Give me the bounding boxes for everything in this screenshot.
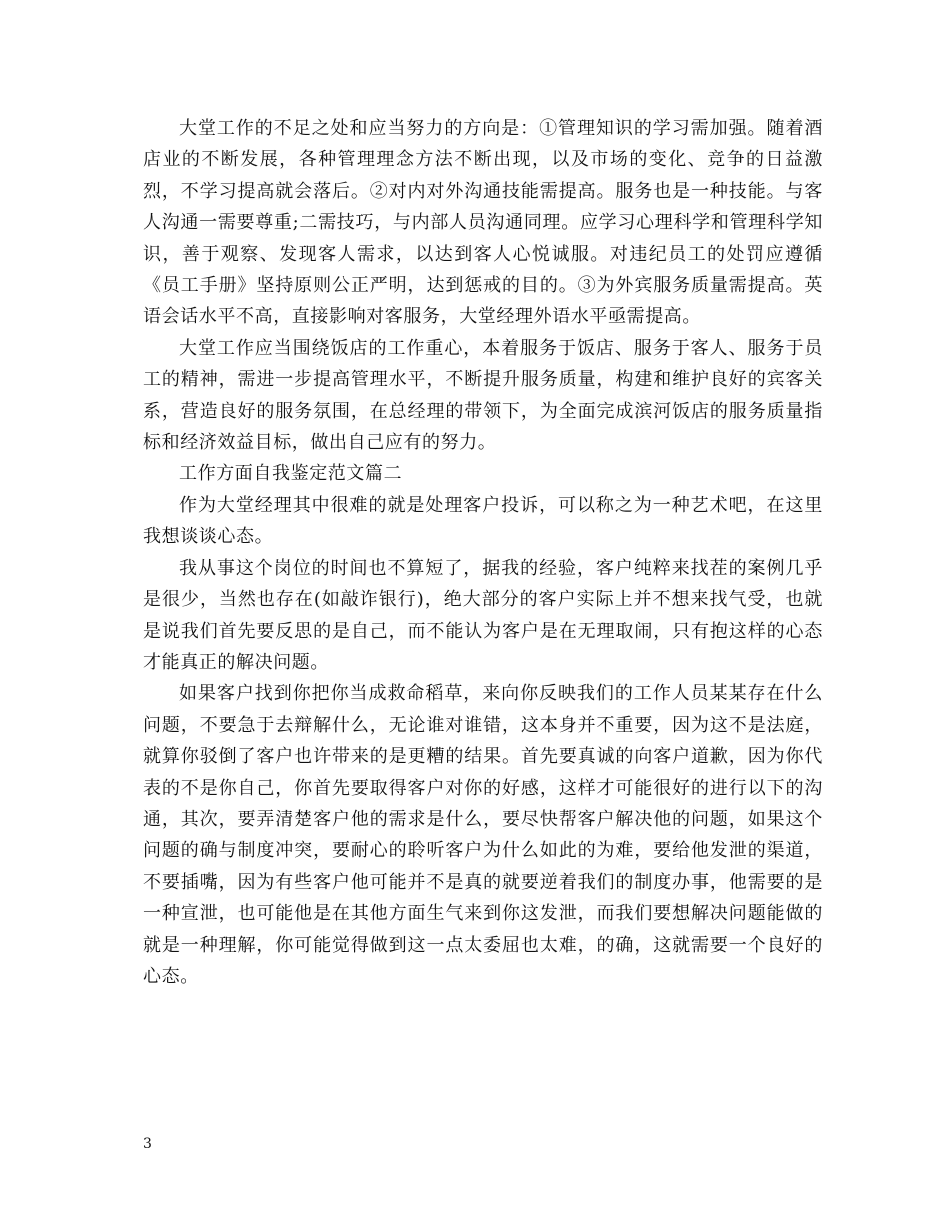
document-body <box>143 113 823 992</box>
page-number: 3 <box>143 1136 152 1152</box>
paragraph-handling-complaints: 如果客户找到你把你当成救命稻草，来向你反映我们的工作人员某某存在什么问题，不要急于去辩解什么，无论谁对谁错，这本身并不重要，因为这不是法庭，就算你驳倒了客户也许带来的是更糟的结果。首先要真诚的向客户道歉，因为你代表的不是你自己，你首先要取得客户对你的好感，这样才可能很好的进行以下的沟通，其次，要弄清楚客户他的需求是什么，要尽快帮客户解决他的问题，如果这个问题的确与制度冲突，要耐心的聆听客户为什么如此的为难，要给他发泄的渠道，不要插嘴，因为有些客户他可能并不是真的就要逆着我们的制度办事，他需要的是一种宣泄，也可能他是在其他方面生气来到你这发泄，而我们要想解决问题能做的就是一种理解，你可能觉得做到这一点太委屈也太难，的确，这就需要一个良好的心态。 <box>143 683 823 987</box>
paragraph-experience: 我从事这个岗位的时间也不算短了，据我的经验，客户纯粹来找茬的案例几乎是很少，当然也存在(如敲诈银行)，绝大部分的客户实际上并不想来找气受，也就是说我们首先要反思的是自己，而不能认为客户是在无理取闹，只有抱这样的心态才能真正的解决问题。 <box>143 557 823 673</box>
paragraph-complaint-intro: 作为大堂经理其中很难的就是处理客户投诉，可以称之为一种艺术吧，在这里我想谈谈心态。 <box>143 494 823 548</box>
paragraph-lobby-shortcomings: 大堂工作的不足之处和应当努力的方向是：①管理知识的学习需加强。随着酒店业的不断发展，各种管理理念方法不断出现，以及市场的变化、竞争的日益激烈，不学习提高就会落后。②对内对外沟通技能需提高。服务也是一种技能。与客人沟通一需要尊重;二需技巧，与内部人员沟通同理。应学习心理科学和管理科学知识，善于观察、发现客人需求，以达到客人心悦诚服。对违纪员工的处罚应遵循《员工手册》坚持原则公正严明，达到惩戒的目的。③为外宾服务质量需提高。英语会话水平不高，直接影响对客服务，大堂经理外语水平亟需提高。 <box>143 118 823 328</box>
section-heading: 工作方面自我鉴定范文篇二 <box>179 463 403 485</box>
paragraph-lobby-goals: 大堂工作应当围绕饭店的工作重心，本着服务于饭店、服务于客人、服务于员工的精神，需进一步提高管理水平，不断提升服务质量，构建和维护良好的宾客关系，营造良好的服务氛围，在总经理的带领下，为全面完成滨河饭店的服务质量指标和经济效益目标，做出自己应有的努力。 <box>143 337 823 454</box>
